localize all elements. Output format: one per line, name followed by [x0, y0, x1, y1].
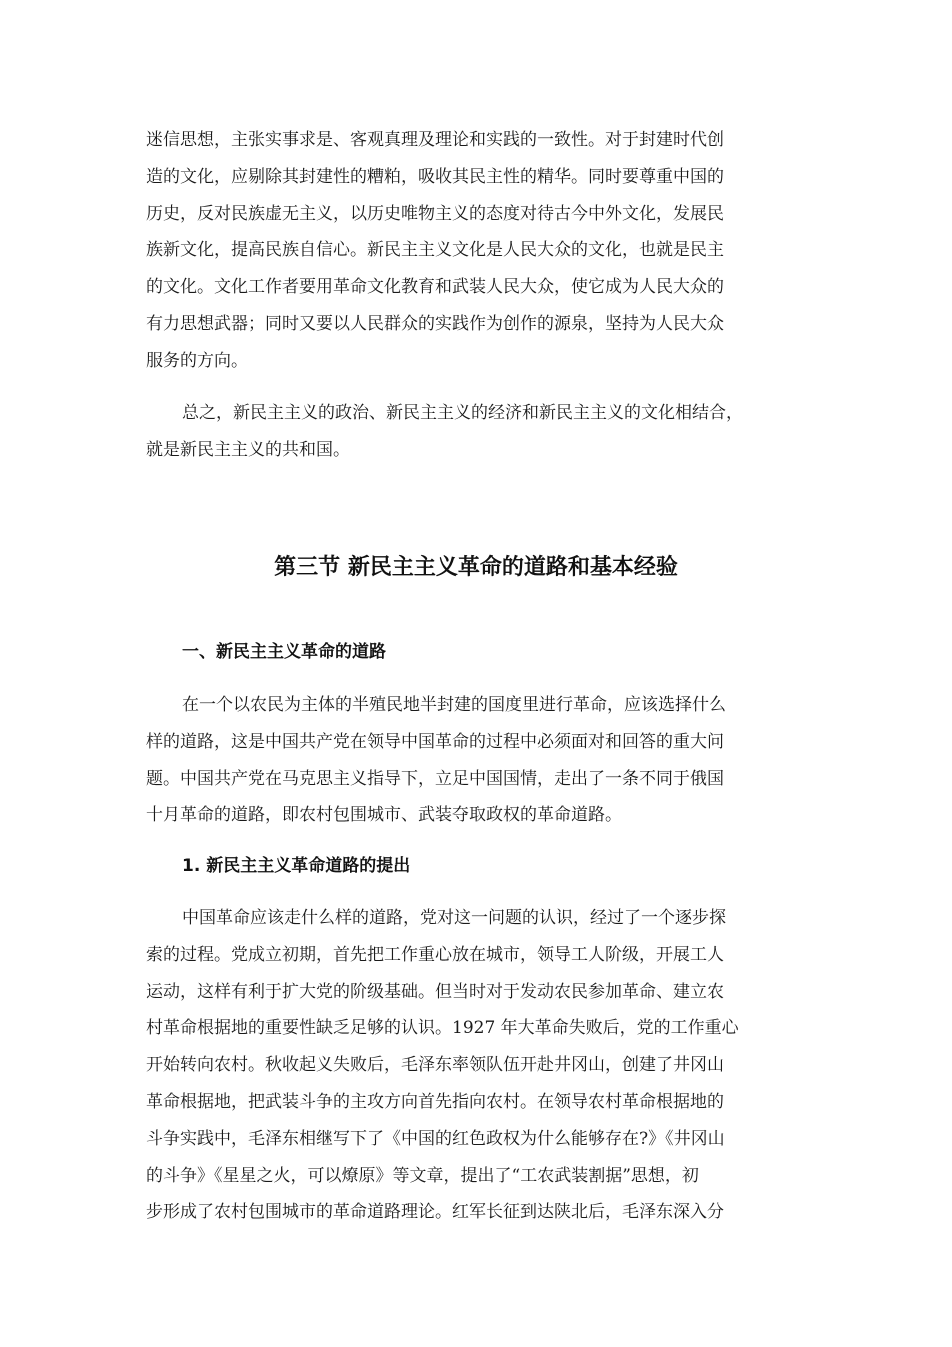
- section-title: 第三节 新民主主义革命的道路和基本经验: [274, 555, 678, 580]
- text-line: 中国革命应该走什么样的道路，党对这一问题的认识，经过了一个逐步探: [182, 908, 726, 928]
- text-line: 村革命根据地的重要性缺乏足够的认识。1927 年大革命失败后，党的工作重心: [146, 1018, 739, 1039]
- text-line: 总之，新民主主义的政治、新民主主义的经济和新民主主义的文化相结合，: [182, 403, 743, 423]
- text-line: 族新文化，提高民族自信心。新民主主义文化是人民大众的文化，也就是民主: [146, 240, 724, 261]
- text-line: 迷信思想，主张实事求是、客观真理及理论和实践的一致性。对于封建时代创: [146, 130, 724, 150]
- paragraph-summary: [146, 395, 836, 469]
- paragraph-culture-continued: [146, 122, 836, 380]
- text-line: 历史，反对民族虚无主义，以历史唯物主义的态度对待古今中外文化，发展民: [146, 203, 724, 224]
- text-line: 的斗争》《星星之火，可以燎原》等文章，提出了“工农武装割据”思想，初: [146, 1165, 699, 1186]
- subheading-revolutionary-road: 一、新民主主义革命的道路: [182, 642, 386, 662]
- text-line: 在一个以农民为主体的半殖民地半封建的国度里进行革命，应该选择什么: [182, 695, 726, 715]
- text-line: 题。中国共产党在马克思主义指导下，立足中国国情，走出了一条不同于俄国: [146, 768, 724, 789]
- text-line: 服务的方向。: [146, 350, 248, 371]
- text-line: 十月革命的道路，即农村包围城市、武装夺取政权的革命道路。: [146, 805, 622, 826]
- text-line: 革命根据地，把武装斗争的主攻方向首先指向农村。在领导农村革命根据地的: [146, 1091, 724, 1112]
- text-line: 开始转向农村。秋收起义失败后，毛泽东率领队伍开赴井冈山，创建了井冈山: [146, 1055, 724, 1076]
- text-line: 步形成了农村包围城市的革命道路理论。红军长征到达陕北后，毛泽东深入分: [146, 1202, 724, 1223]
- text-line: 样的道路，这是中国共产党在领导中国革命的过程中必须面对和回答的重大问: [146, 731, 724, 752]
- subheading-road-proposed: 1. 新民主主义革命道路的提出: [182, 856, 411, 876]
- paragraph-road-intro: [146, 687, 836, 834]
- text-line: 斗争实践中，毛泽东相继写下了《中国的红色政权为什么能够存在?》《井冈山: [146, 1128, 725, 1149]
- text-line: 造的文化，应剔除其封建性的糟粕，吸收其民主性的精华。同时要尊重中国的: [146, 166, 724, 187]
- text-line: 运动，这样有利于扩大党的阶级基础。但当时对于发动农民参加革命、建立农: [146, 981, 724, 1002]
- text-line: 有力思想武器；同时又要以人民群众的实践作为创作的源泉，坚持为人民大众: [146, 313, 724, 334]
- text-line: 索的过程。党成立初期，首先把工作重心放在城市，领导工人阶级，开展工人: [146, 944, 724, 965]
- text-line: 就是新民主主义的共和国。: [146, 439, 350, 460]
- text-line: 的文化。文化工作者要用革命文化教育和武装人民大众，使它成为人民大众的: [146, 277, 724, 298]
- paragraph-road-exploration: [146, 900, 836, 1231]
